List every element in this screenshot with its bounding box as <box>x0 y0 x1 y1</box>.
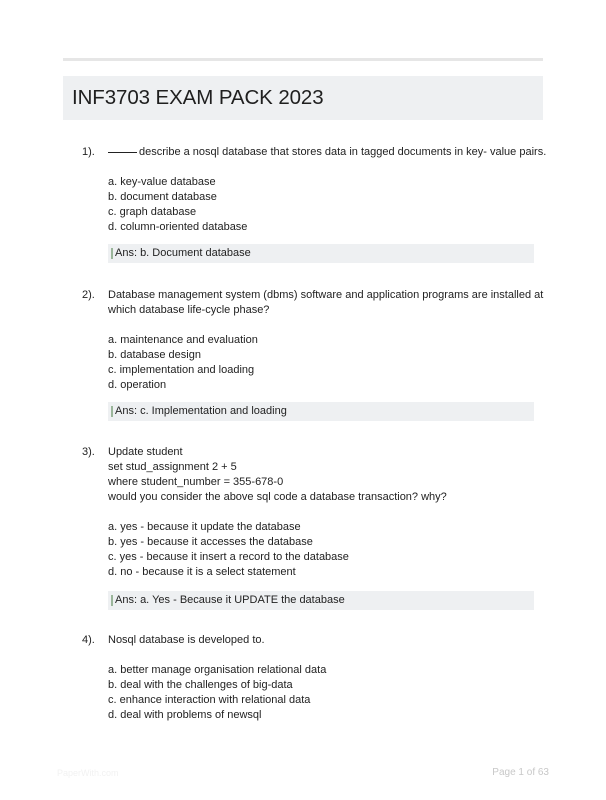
question-number: 3). <box>82 446 95 458</box>
page-number: Page 1 of 63 <box>492 767 549 778</box>
options-list <box>108 175 538 235</box>
option-b: b. deal with the challenges of big-data <box>108 679 293 691</box>
option-a: a. yes - because it update the database <box>108 521 301 533</box>
question-body <box>108 445 538 580</box>
answer-box-1 <box>108 244 534 263</box>
page-title: INF3703 EXAM PACK 2023 <box>72 86 324 109</box>
question-body <box>108 145 547 235</box>
option-d: d. no - because it is a select statement <box>108 566 296 578</box>
option-b: b. document database <box>108 191 217 203</box>
fill-in-blank <box>108 152 137 153</box>
options-list <box>108 520 538 580</box>
option-a: a. key-value database <box>108 176 216 188</box>
question-text-line: set stud_assignment 2 + 5 <box>108 461 237 473</box>
answer-box-2 <box>108 402 534 421</box>
question-number: 1). <box>82 146 95 158</box>
answer-text: Ans: b. Document database <box>115 247 251 259</box>
question-body <box>108 633 538 723</box>
header-divider <box>63 58 543 61</box>
answer-marker <box>111 595 113 606</box>
question-text: describe a nosql database that stores data in tagged documents in key- value pairs. <box>108 145 538 160</box>
question-text-line: where student_number = 355-678-0 <box>108 476 284 488</box>
answer-text: Ans: a. Yes - Because it UPDATE the database <box>115 594 345 606</box>
answer-marker <box>111 406 113 417</box>
question-text-line: Nosql database is developed to. <box>108 634 265 646</box>
option-c: c. graph database <box>108 206 197 218</box>
option-c: c. implementation and loading <box>108 364 255 376</box>
option-b: b. database design <box>108 349 201 361</box>
question-number: 4). <box>82 634 95 646</box>
option-b: b. yes - because it accesses the database <box>108 536 313 548</box>
answer-marker <box>111 248 113 259</box>
question-body <box>108 288 544 393</box>
option-c: c. yes - because it insert a record to the database <box>108 551 349 563</box>
option-c: c. enhance interaction with relational data <box>108 694 311 706</box>
options-list <box>108 663 538 723</box>
options-list <box>108 333 538 393</box>
question-text-line: Update student <box>108 446 183 458</box>
question-number: 2). <box>82 289 95 301</box>
footer-watermark: PaperWith.com <box>57 768 119 778</box>
option-d: d. operation <box>108 379 167 391</box>
answer-box-3 <box>108 591 534 610</box>
title-banner <box>63 76 543 120</box>
option-a: a. better manage organisation relational data <box>108 664 327 676</box>
option-a: a. maintenance and evaluation <box>108 334 258 346</box>
question-text-line: which database life-cycle phase? <box>108 304 270 316</box>
answer-text: Ans: c. Implementation and loading <box>115 405 287 417</box>
option-d: d. deal with problems of newsql <box>108 709 262 721</box>
question-text-line: would you consider the above sql code a database transaction? why? <box>108 491 447 503</box>
option-d: d. column-oriented database <box>108 221 248 233</box>
question-text-line: Database management system (dbms) software and application programs are installed at <box>108 289 544 301</box>
